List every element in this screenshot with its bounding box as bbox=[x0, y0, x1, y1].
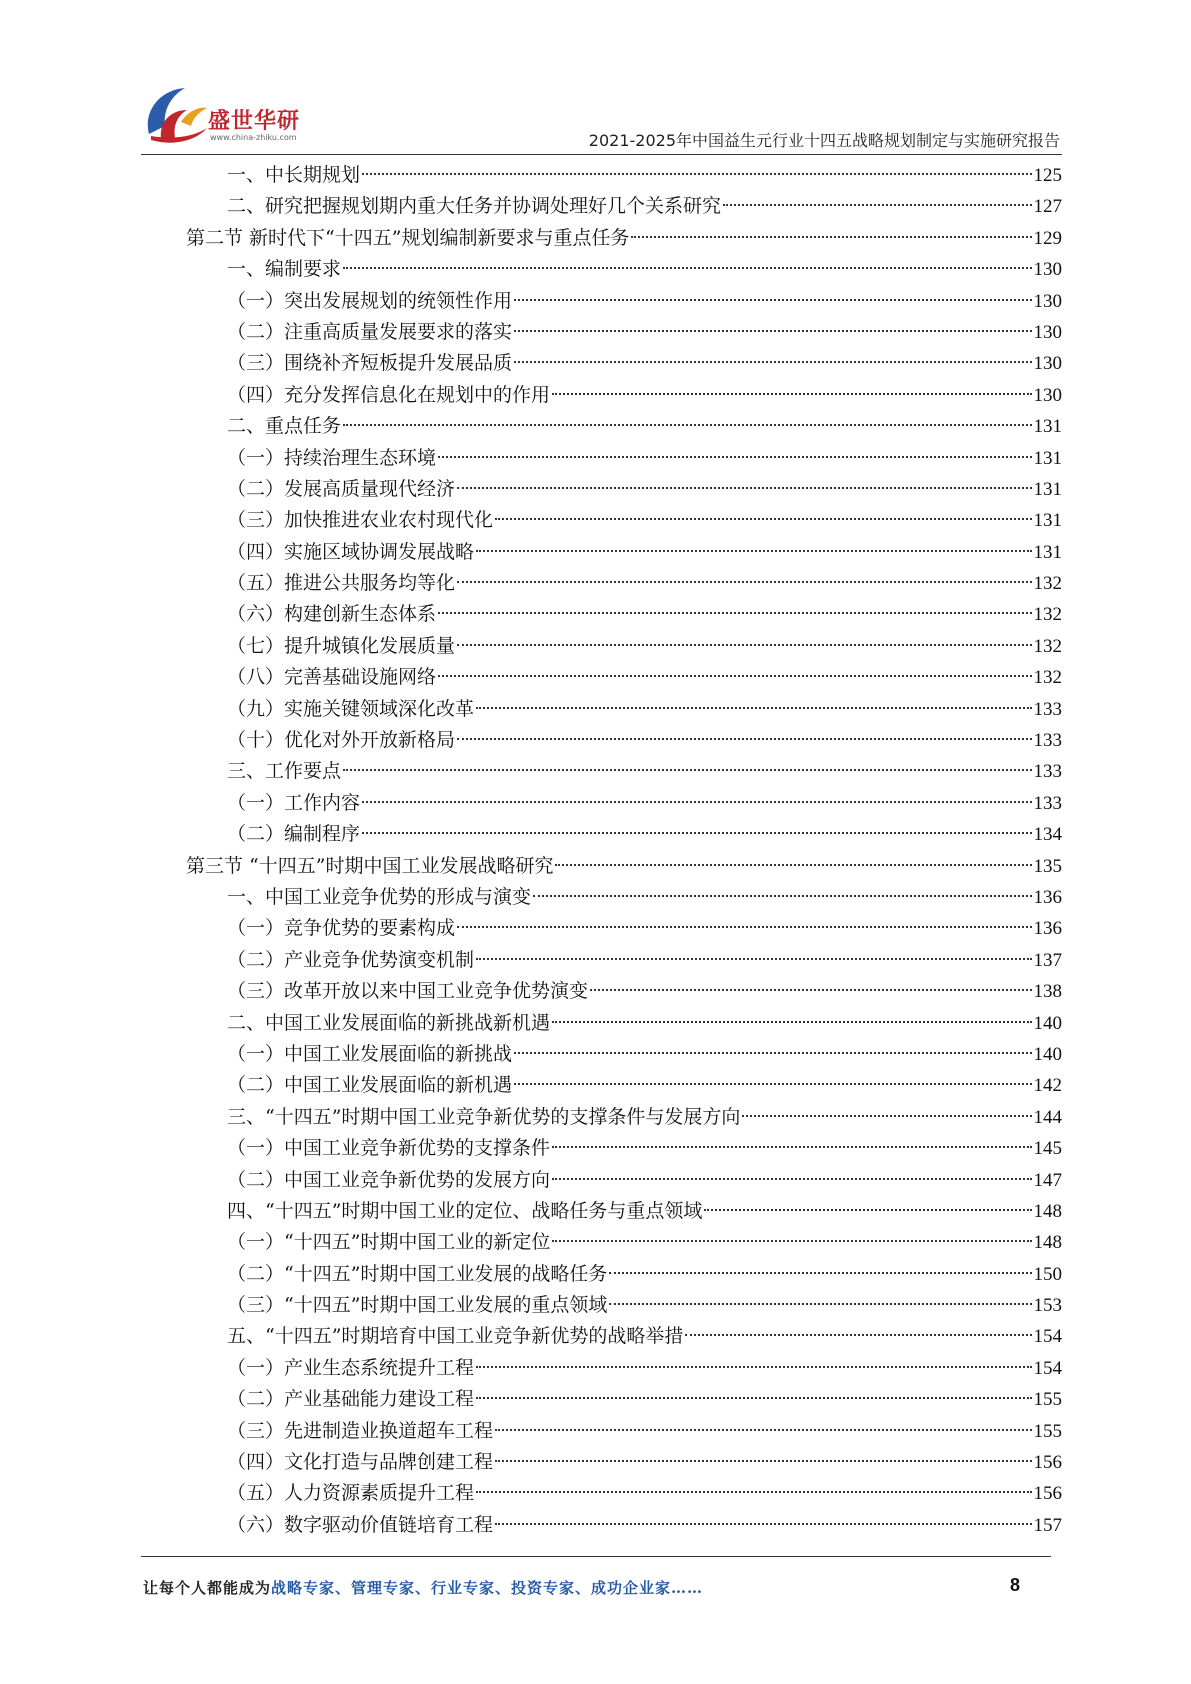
toc-entry[interactable] bbox=[186, 1133, 1062, 1164]
toc-entry[interactable] bbox=[186, 568, 1062, 599]
toc-entry[interactable] bbox=[186, 317, 1062, 348]
toc-entry[interactable] bbox=[186, 788, 1062, 819]
toc-entry-title: （二）注重高质量发展要求的落实 bbox=[227, 320, 513, 343]
toc-entry-page: 130 bbox=[1033, 259, 1062, 281]
toc-entry[interactable] bbox=[186, 1070, 1062, 1101]
toc-entry-title: （三）围绕补齐短板提升发展品质 bbox=[227, 352, 513, 375]
toc-entry[interactable] bbox=[186, 505, 1062, 536]
toc-entry-title: （六）数字驱动价值链培育工程 bbox=[227, 1513, 494, 1536]
toc-entry-page: 131 bbox=[1033, 478, 1062, 500]
toc-entry-page: 147 bbox=[1033, 1169, 1062, 1191]
toc-entry-title: 四、“十四五”时期中国工业的定位、战略任务与重点领域 bbox=[227, 1199, 703, 1222]
toc-entry[interactable] bbox=[186, 411, 1062, 442]
toc-entry[interactable] bbox=[186, 1290, 1062, 1321]
toc-entry-page: 132 bbox=[1033, 573, 1062, 595]
toc-dot-leader bbox=[495, 1460, 1031, 1462]
toc-entry[interactable] bbox=[186, 1165, 1062, 1196]
toc-entry-title: （一）竞争优势的要素构成 bbox=[227, 917, 456, 940]
toc-dot-leader bbox=[457, 926, 1031, 928]
toc-entry[interactable] bbox=[186, 223, 1062, 254]
toc-entry[interactable] bbox=[186, 1384, 1062, 1415]
toc-entry[interactable] bbox=[186, 1196, 1062, 1227]
footer-slogan bbox=[143, 1577, 703, 1598]
toc-entry-title: （二）产业竞争优势演变机制 bbox=[227, 948, 475, 971]
header-divider bbox=[141, 154, 1062, 155]
toc-entry-page: 134 bbox=[1033, 824, 1062, 846]
toc-entry-page: 148 bbox=[1033, 1232, 1062, 1254]
toc-dot-leader bbox=[476, 1397, 1031, 1399]
toc-entry[interactable] bbox=[186, 286, 1062, 317]
toc-dot-leader bbox=[685, 1334, 1031, 1336]
toc-dot-leader bbox=[457, 644, 1031, 646]
toc-dot-leader bbox=[476, 958, 1031, 960]
toc-dot-leader bbox=[514, 1052, 1031, 1054]
toc-entry[interactable] bbox=[186, 756, 1062, 787]
toc-entry[interactable] bbox=[186, 694, 1062, 725]
toc-dot-leader bbox=[552, 1021, 1031, 1023]
toc-entry-page: 157 bbox=[1033, 1514, 1062, 1536]
toc-entry-title: （一）产业生态系统提升工程 bbox=[227, 1356, 475, 1379]
toc-entry-page: 135 bbox=[1033, 855, 1062, 877]
toc-dot-leader bbox=[343, 424, 1031, 426]
toc-entry-page: 129 bbox=[1033, 227, 1062, 249]
toc-entry[interactable] bbox=[186, 725, 1062, 756]
toc-dot-leader bbox=[704, 1209, 1031, 1211]
toc-entry-page: 133 bbox=[1033, 698, 1062, 720]
toc-entry-page: 131 bbox=[1033, 447, 1062, 469]
report-title: 2021-2025年中国益生元行业十四五战略规划制定与实施研究报告 bbox=[588, 131, 1060, 150]
toc-entry[interactable] bbox=[186, 631, 1062, 662]
toc-entry-title: （三）改革开放以来中国工业竞争优势演变 bbox=[227, 980, 589, 1003]
toc-entry-title: （四）实施区域协调发展战略 bbox=[227, 540, 475, 563]
toc-dot-leader bbox=[457, 738, 1031, 740]
toc-entry-page: 156 bbox=[1033, 1483, 1062, 1505]
toc-dot-leader bbox=[609, 1272, 1031, 1274]
toc-entry-title: （二）中国工业竞争新优势的发展方向 bbox=[227, 1168, 551, 1191]
toc-entry-title: （四）充分发挥信息化在规划中的作用 bbox=[227, 383, 551, 406]
toc-entry-page: 130 bbox=[1033, 290, 1062, 312]
toc-entry-title: （二）中国工业发展面临的新机遇 bbox=[227, 1074, 513, 1097]
footer-slogan-highlight: 战略专家、管理专家、行业专家、投资专家、成功企业家…… bbox=[271, 1579, 704, 1597]
toc-entry[interactable] bbox=[186, 913, 1062, 944]
toc-entry-page: 155 bbox=[1033, 1389, 1062, 1411]
toc-dot-leader bbox=[552, 1146, 1031, 1148]
toc-entry-title: 二、中国工业发展面临的新挑战新机遇 bbox=[227, 1011, 551, 1034]
page-number: 8 bbox=[1010, 1575, 1021, 1595]
toc-entry-page: 142 bbox=[1033, 1075, 1062, 1097]
toc-entry-page: 137 bbox=[1033, 949, 1062, 971]
toc-entry-page: 156 bbox=[1033, 1452, 1062, 1474]
toc-entry-title: 第二节 新时代下“十四五”规划编制新要求与重点任务 bbox=[186, 226, 630, 249]
toc-dot-leader bbox=[514, 361, 1031, 363]
toc-dot-leader bbox=[476, 1491, 1031, 1493]
toc-entry-page: 133 bbox=[1033, 761, 1062, 783]
toc-dot-leader bbox=[723, 204, 1031, 206]
toc-entry-title: （四）文化打造与品牌创建工程 bbox=[227, 1451, 494, 1474]
toc-entry[interactable] bbox=[186, 1321, 1062, 1352]
toc-dot-leader bbox=[438, 612, 1031, 614]
toc-entry[interactable] bbox=[186, 976, 1062, 1007]
toc-dot-leader bbox=[552, 1240, 1031, 1242]
toc-dot-leader bbox=[590, 989, 1031, 991]
toc-entry-title: 五、“十四五”时期培育中国工业竞争新优势的战略举措 bbox=[227, 1325, 684, 1348]
toc-dot-leader bbox=[514, 299, 1031, 301]
toc-entry-title: （七）提升城镇化发展质量 bbox=[227, 634, 456, 657]
toc-entry-page: 130 bbox=[1033, 321, 1062, 343]
toc-entry[interactable] bbox=[186, 819, 1062, 850]
toc-entry-page: 133 bbox=[1033, 792, 1062, 814]
toc-entry[interactable] bbox=[186, 882, 1062, 913]
toc-entry-page: 136 bbox=[1033, 886, 1062, 908]
toc-entry-title: （一）中国工业竞争新优势的支撑条件 bbox=[227, 1137, 551, 1160]
toc-dot-leader bbox=[552, 393, 1031, 395]
toc-entry-title: 二、重点任务 bbox=[227, 415, 342, 438]
toc-entry[interactable] bbox=[186, 348, 1062, 379]
toc-entry-page: 138 bbox=[1033, 981, 1062, 1003]
toc-dot-leader bbox=[514, 330, 1031, 332]
toc-entry-title: 一、中国工业竞争优势的形成与演变 bbox=[227, 885, 532, 908]
toc-entry-title: （十）优化对外开放新格局 bbox=[227, 729, 456, 752]
toc-entry-page: 131 bbox=[1033, 510, 1062, 532]
toc-dot-leader bbox=[476, 707, 1031, 709]
toc-entry-title: （一）“十四五”时期中国工业的新定位 bbox=[227, 1231, 551, 1254]
toc-entry[interactable] bbox=[186, 1478, 1062, 1509]
toc-dot-leader bbox=[495, 1429, 1031, 1431]
toc-entry[interactable] bbox=[186, 254, 1062, 285]
toc-entry-page: 150 bbox=[1033, 1263, 1062, 1285]
toc-dot-leader bbox=[476, 1366, 1031, 1368]
toc-entry-title: 二、研究把握规划期内重大任务并协调处理好几个关系研究 bbox=[227, 195, 722, 218]
footer-slogan-prefix: 让每个人都能成为 bbox=[143, 1579, 272, 1597]
toc-entry-title: 第三节 “十四五”时期中国工业发展战略研究 bbox=[186, 854, 554, 877]
table-of-contents bbox=[186, 160, 1062, 1541]
toc-entry-title: 三、“十四五”时期中国工业竞争新优势的支撑条件与发展方向 bbox=[227, 1105, 741, 1128]
toc-entry-page: 131 bbox=[1033, 416, 1062, 438]
toc-entry-page: 132 bbox=[1033, 635, 1062, 657]
toc-entry-page: 127 bbox=[1033, 196, 1062, 218]
toc-dot-leader bbox=[343, 267, 1031, 269]
toc-entry[interactable] bbox=[186, 1353, 1062, 1384]
toc-entry-title: （二）“十四五”时期中国工业发展的战略任务 bbox=[227, 1262, 608, 1285]
toc-entry-page: 154 bbox=[1033, 1357, 1062, 1379]
toc-entry[interactable] bbox=[186, 1447, 1062, 1478]
toc-entry-title: （五）推进公共服务均等化 bbox=[227, 572, 456, 595]
toc-entry-page: 153 bbox=[1033, 1295, 1062, 1317]
toc-entry-title: （一）持续治理生态环境 bbox=[227, 446, 437, 469]
toc-entry[interactable] bbox=[186, 1416, 1062, 1447]
toc-dot-leader bbox=[552, 1178, 1031, 1180]
toc-entry-title: 一、中长期规划 bbox=[227, 164, 361, 186]
toc-entry-page: 140 bbox=[1033, 1043, 1062, 1065]
toc-entry-title: （一）中国工业发展面临的新挑战 bbox=[227, 1042, 513, 1065]
toc-dot-leader bbox=[476, 550, 1031, 552]
toc-dot-leader bbox=[438, 675, 1031, 677]
toc-entry-title: （二）编制程序 bbox=[227, 823, 361, 846]
toc-entry-page: 136 bbox=[1033, 918, 1062, 940]
logo-url: www.china-zhiku.com bbox=[210, 133, 297, 142]
toc-dot-leader bbox=[533, 895, 1031, 897]
toc-entry-page: 144 bbox=[1033, 1106, 1062, 1128]
toc-entry[interactable] bbox=[186, 443, 1062, 474]
toc-dot-leader bbox=[457, 487, 1031, 489]
toc-entry[interactable] bbox=[186, 1510, 1062, 1541]
toc-dot-leader bbox=[495, 1523, 1031, 1525]
toc-dot-leader bbox=[514, 1083, 1031, 1085]
toc-entry[interactable] bbox=[186, 851, 1062, 882]
toc-entry-title: （五）人力资源素质提升工程 bbox=[227, 1482, 475, 1505]
toc-entry[interactable] bbox=[186, 191, 1062, 222]
toc-entry-title: （九）实施关键领域深化改革 bbox=[227, 697, 475, 720]
toc-entry-page: 148 bbox=[1033, 1200, 1062, 1222]
footer-divider bbox=[141, 1556, 1051, 1557]
toc-dot-leader bbox=[609, 1303, 1031, 1305]
toc-entry-page: 132 bbox=[1033, 604, 1062, 626]
toc-entry[interactable] bbox=[186, 1039, 1062, 1070]
toc-dot-leader bbox=[438, 456, 1031, 458]
toc-entry[interactable] bbox=[186, 599, 1062, 630]
toc-entry-page: 140 bbox=[1033, 1012, 1062, 1034]
toc-entry-page: 155 bbox=[1033, 1420, 1062, 1442]
toc-entry-page: 125 bbox=[1033, 165, 1062, 186]
toc-entry-page: 132 bbox=[1033, 667, 1062, 689]
toc-dot-leader bbox=[631, 236, 1031, 238]
toc-dot-leader bbox=[457, 581, 1031, 583]
toc-entry-page: 154 bbox=[1033, 1326, 1062, 1348]
toc-dot-leader bbox=[362, 173, 1031, 175]
toc-entry-title: （三）加快推进农业农村现代化 bbox=[227, 509, 494, 532]
toc-entry[interactable] bbox=[186, 160, 1062, 191]
toc-entry-page: 131 bbox=[1033, 541, 1062, 563]
toc-entry-title: （二）产业基础能力建设工程 bbox=[227, 1388, 475, 1411]
toc-entry[interactable] bbox=[186, 537, 1062, 568]
toc-entry-title: （八）完善基础设施网络 bbox=[227, 666, 437, 689]
toc-entry-title: 一、编制要求 bbox=[227, 258, 342, 281]
toc-entry[interactable] bbox=[186, 662, 1062, 693]
toc-entry[interactable] bbox=[186, 1227, 1062, 1258]
toc-dot-leader bbox=[343, 769, 1031, 771]
toc-entry-title: （三）“十四五”时期中国工业发展的重点领域 bbox=[227, 1294, 608, 1317]
toc-entry-page: 130 bbox=[1033, 384, 1062, 406]
toc-entry-title: （二）发展高质量现代经济 bbox=[227, 477, 456, 500]
logo-name: 盛世华研 bbox=[208, 109, 301, 134]
toc-entry-title: （一）工作内容 bbox=[227, 791, 361, 814]
toc-entry-title: （六）构建创新生态体系 bbox=[227, 603, 437, 626]
toc-dot-leader bbox=[742, 1115, 1031, 1117]
toc-entry-title: （一）突出发展规划的统领性作用 bbox=[227, 289, 513, 312]
toc-entry[interactable] bbox=[186, 1102, 1062, 1133]
toc-dot-leader bbox=[495, 518, 1031, 520]
toc-entry-title: 三、工作要点 bbox=[227, 760, 342, 783]
toc-dot-leader bbox=[362, 801, 1031, 803]
toc-entry[interactable] bbox=[186, 380, 1062, 411]
toc-dot-leader bbox=[362, 832, 1031, 834]
toc-entry[interactable] bbox=[186, 474, 1062, 505]
toc-entry-title: （三）先进制造业换道超车工程 bbox=[227, 1419, 494, 1442]
toc-entry-page: 133 bbox=[1033, 730, 1062, 752]
toc-entry[interactable] bbox=[186, 1259, 1062, 1290]
toc-entry-page: 145 bbox=[1033, 1138, 1062, 1160]
toc-dot-leader bbox=[555, 864, 1031, 866]
toc-entry[interactable] bbox=[186, 1008, 1062, 1039]
toc-entry[interactable] bbox=[186, 945, 1062, 976]
toc-entry-page: 130 bbox=[1033, 353, 1062, 375]
